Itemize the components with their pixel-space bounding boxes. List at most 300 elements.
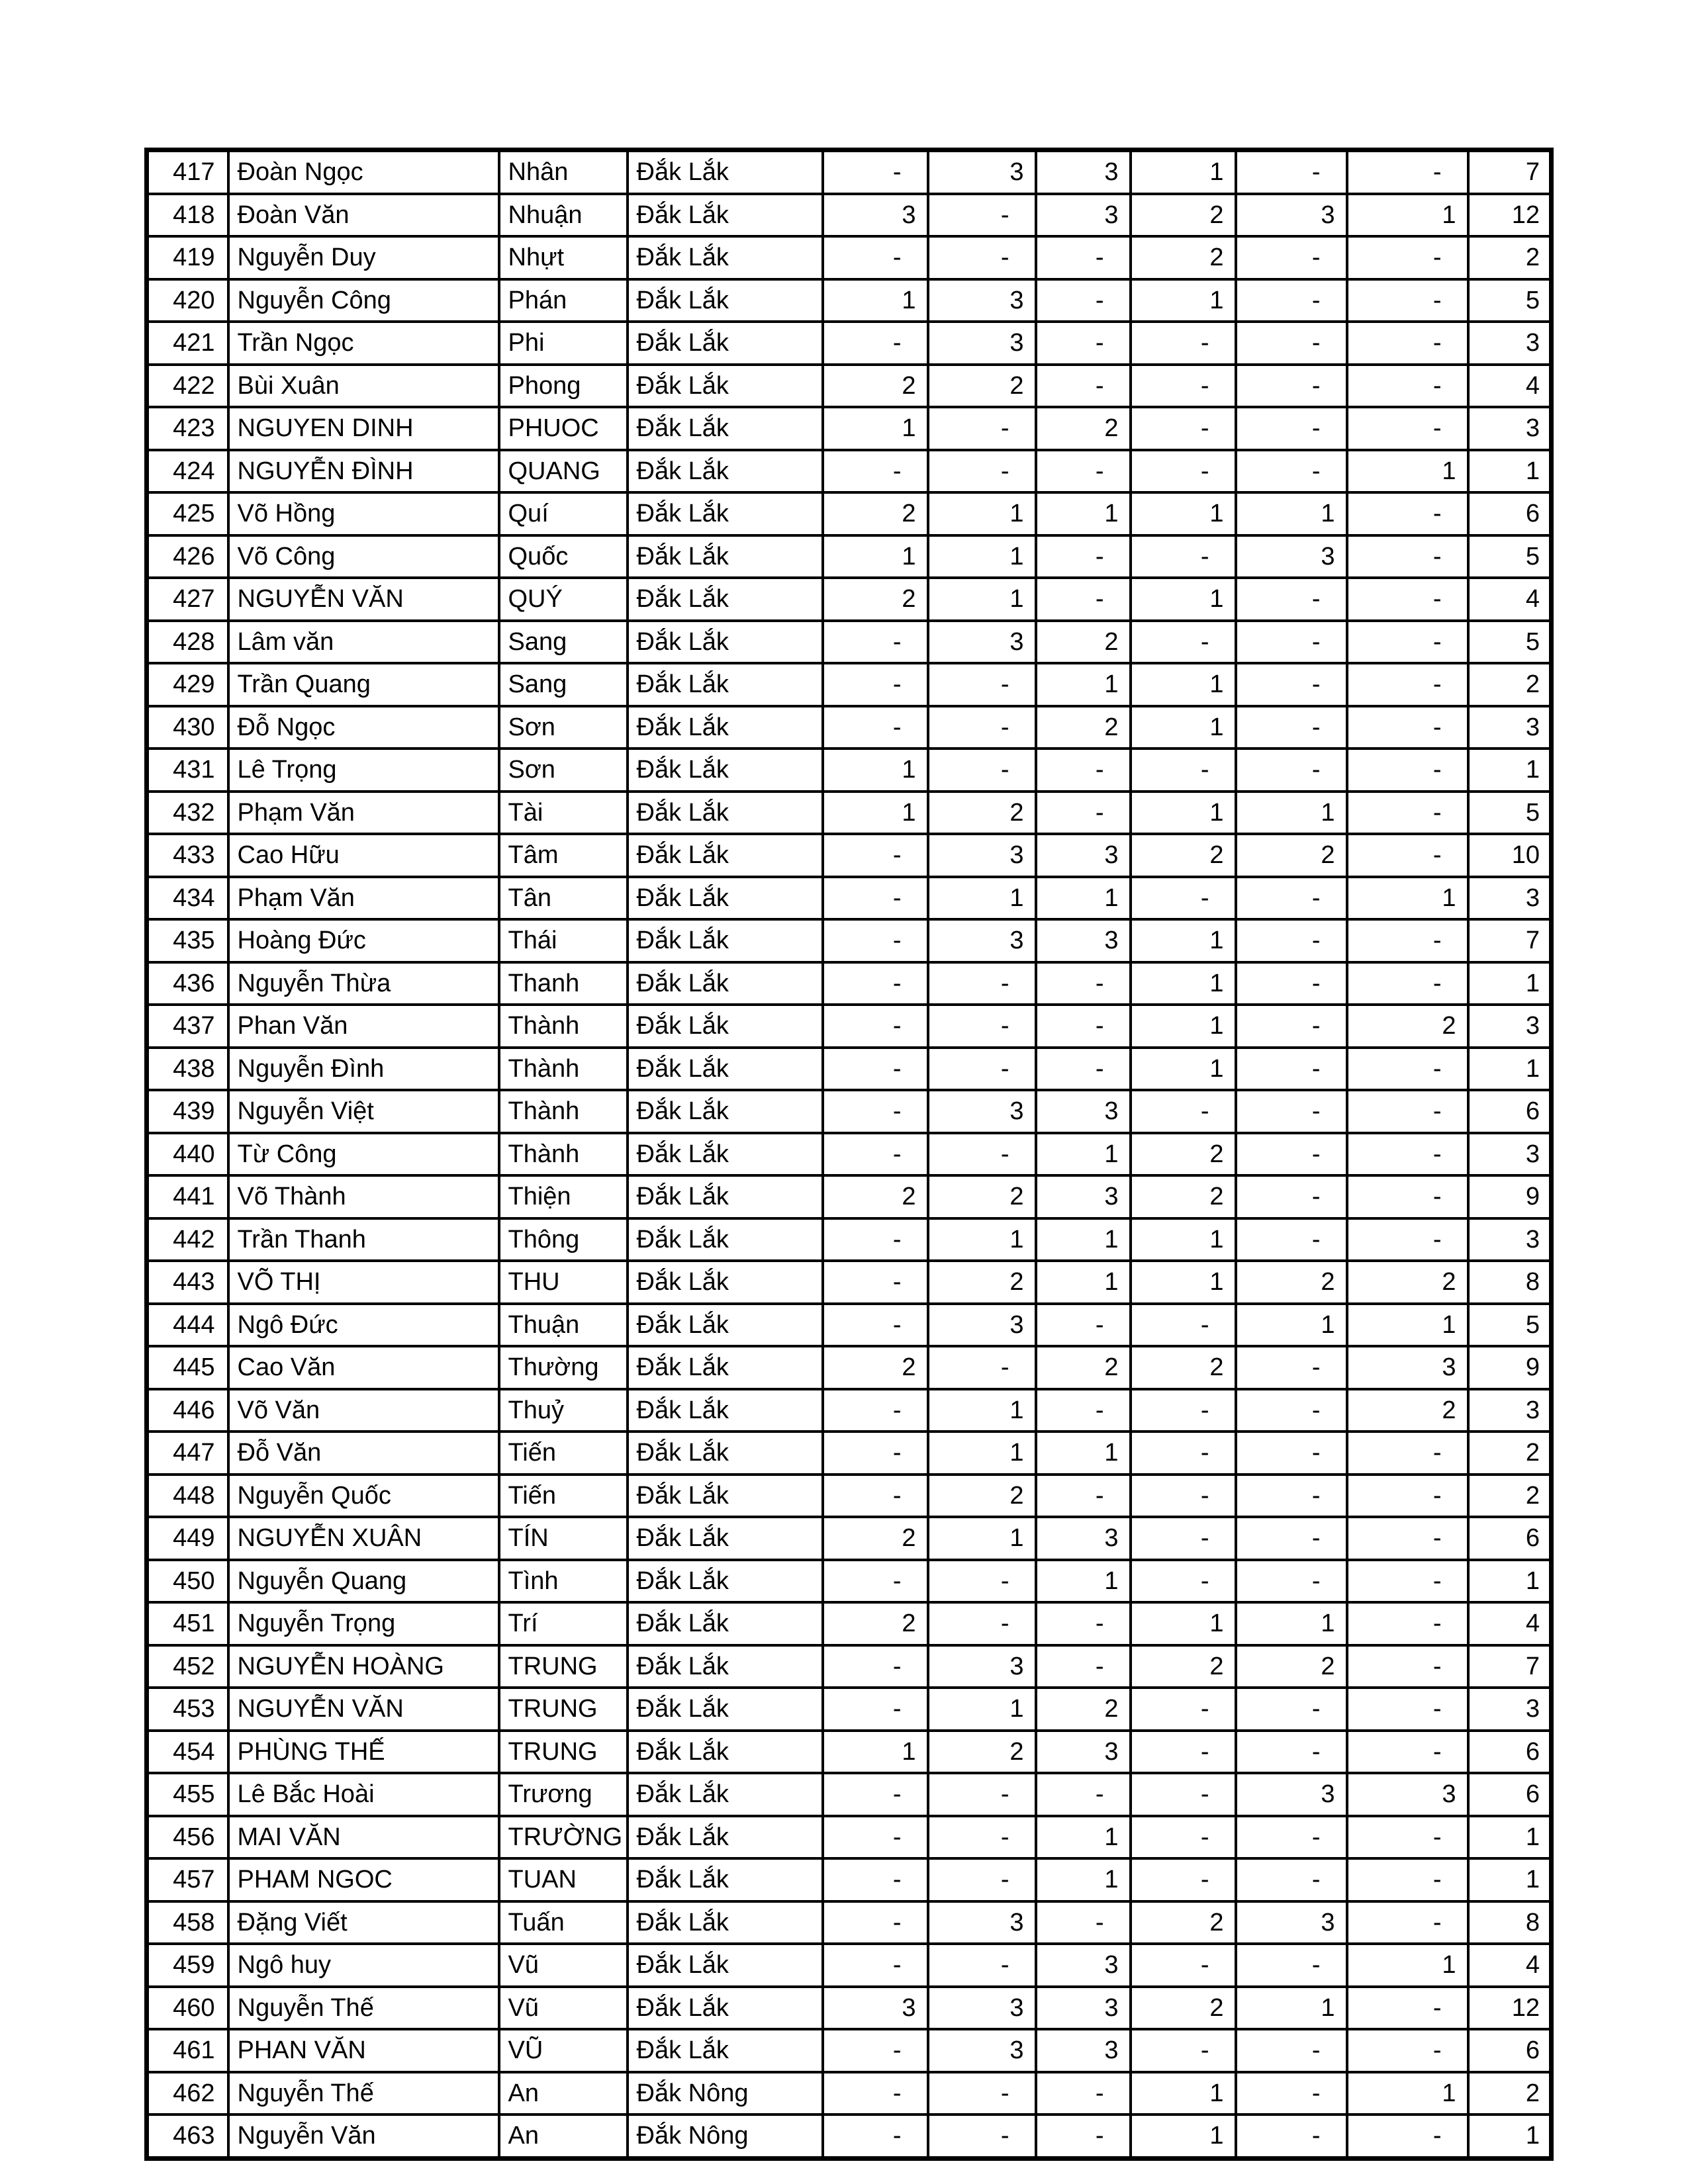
value-cell-2: - bbox=[928, 1816, 1036, 1859]
first-name-cell: Nguyễn Thế bbox=[228, 1987, 499, 2030]
value-cell-4: - bbox=[1131, 877, 1236, 920]
last-name-cell: Vũ bbox=[499, 1987, 628, 2030]
row-number-cell: 447 bbox=[147, 1432, 228, 1475]
total-cell: 6 bbox=[1468, 492, 1552, 535]
first-name-cell: Nguyễn Thừa bbox=[228, 962, 499, 1005]
value-cell-3: 3 bbox=[1036, 1090, 1131, 1133]
value-cell-3: - bbox=[1036, 1773, 1131, 1816]
value-cell-6: - bbox=[1347, 1560, 1468, 1603]
first-name-cell: Nguyễn Duy bbox=[228, 236, 499, 279]
value-cell-5: - bbox=[1236, 1389, 1347, 1432]
value-cell-1: - bbox=[823, 1901, 928, 1944]
table-row bbox=[147, 1858, 1552, 1901]
last-name-cell: Sang bbox=[499, 621, 628, 664]
first-name-cell: Nguyễn Trọng bbox=[228, 1602, 499, 1645]
value-cell-5: - bbox=[1236, 1218, 1347, 1261]
value-cell-2: 1 bbox=[928, 1688, 1036, 1731]
last-name-cell: Thái bbox=[499, 919, 628, 962]
value-cell-4: - bbox=[1131, 1517, 1236, 1560]
value-cell-6: - bbox=[1347, 1987, 1468, 2030]
value-cell-5: - bbox=[1236, 663, 1347, 706]
value-cell-1: - bbox=[823, 962, 928, 1005]
first-name-cell: Võ Văn bbox=[228, 1389, 499, 1432]
value-cell-3: - bbox=[1036, 365, 1131, 408]
value-cell-5: - bbox=[1236, 1090, 1347, 1133]
value-cell-2: 3 bbox=[928, 1901, 1036, 1944]
value-cell-1: - bbox=[823, 1560, 928, 1603]
value-cell-6: - bbox=[1347, 834, 1468, 877]
value-cell-1: - bbox=[823, 1773, 928, 1816]
value-cell-3: - bbox=[1036, 1048, 1131, 1091]
first-name-cell: PHAN VĂN bbox=[228, 2029, 499, 2072]
value-cell-5: - bbox=[1236, 1005, 1347, 1048]
value-cell-3: - bbox=[1036, 1005, 1131, 1048]
total-cell: 7 bbox=[1468, 150, 1552, 194]
value-cell-6: 1 bbox=[1347, 1304, 1468, 1347]
first-name-cell: Nguyễn Quốc bbox=[228, 1475, 499, 1518]
first-name-cell: Lâm văn bbox=[228, 621, 499, 664]
value-cell-4: 1 bbox=[1131, 706, 1236, 749]
value-cell-1: - bbox=[823, 1475, 928, 1518]
province-cell: Đắk Lắk bbox=[628, 877, 823, 920]
last-name-cell: TRƯỜNG bbox=[499, 1816, 628, 1859]
value-cell-3: - bbox=[1036, 236, 1131, 279]
province-cell: Đắk Lắk bbox=[628, 279, 823, 322]
value-cell-6: - bbox=[1347, 749, 1468, 792]
value-cell-2: 3 bbox=[928, 1090, 1036, 1133]
value-cell-5: - bbox=[1236, 749, 1347, 792]
value-cell-5: 3 bbox=[1236, 194, 1347, 237]
value-cell-4: 2 bbox=[1131, 1175, 1236, 1218]
row-number-cell: 438 bbox=[147, 1048, 228, 1091]
last-name-cell: Thuận bbox=[499, 1304, 628, 1347]
last-name-cell: Thành bbox=[499, 1090, 628, 1133]
total-cell: 3 bbox=[1468, 1688, 1552, 1731]
province-cell: Đắk Lắk bbox=[628, 578, 823, 621]
value-cell-4: 2 bbox=[1131, 1987, 1236, 2030]
value-cell-6: - bbox=[1347, 1602, 1468, 1645]
total-cell: 1 bbox=[1468, 450, 1552, 493]
value-cell-4: - bbox=[1131, 1944, 1236, 1987]
value-cell-5: - bbox=[1236, 1517, 1347, 1560]
last-name-cell: VŨ bbox=[499, 2029, 628, 2072]
value-cell-6: - bbox=[1347, 706, 1468, 749]
row-number-cell: 426 bbox=[147, 535, 228, 578]
value-cell-2: 3 bbox=[928, 1304, 1036, 1347]
value-cell-2: - bbox=[928, 1773, 1036, 1816]
value-cell-5: - bbox=[1236, 2029, 1347, 2072]
value-cell-4: - bbox=[1131, 407, 1236, 450]
value-cell-1: 3 bbox=[823, 1987, 928, 2030]
value-cell-1: 2 bbox=[823, 578, 928, 621]
first-name-cell: Phan Văn bbox=[228, 1005, 499, 1048]
table-row bbox=[147, 150, 1552, 194]
row-number-cell: 463 bbox=[147, 2115, 228, 2158]
table-row bbox=[147, 621, 1552, 664]
last-name-cell: Thành bbox=[499, 1005, 628, 1048]
value-cell-3: - bbox=[1036, 2115, 1131, 2158]
total-cell: 3 bbox=[1468, 407, 1552, 450]
value-cell-3: - bbox=[1036, 1389, 1131, 1432]
value-cell-2: - bbox=[928, 194, 1036, 237]
value-cell-6: - bbox=[1347, 1731, 1468, 1774]
last-name-cell: THU bbox=[499, 1261, 628, 1304]
row-number-cell: 450 bbox=[147, 1560, 228, 1603]
row-number-cell: 446 bbox=[147, 1389, 228, 1432]
table-row bbox=[147, 1261, 1552, 1304]
value-cell-6: - bbox=[1347, 279, 1468, 322]
last-name-cell: Trương bbox=[499, 1773, 628, 1816]
value-cell-1: - bbox=[823, 1688, 928, 1731]
value-cell-1: 2 bbox=[823, 365, 928, 408]
value-cell-5: - bbox=[1236, 919, 1347, 962]
value-cell-6: - bbox=[1347, 578, 1468, 621]
last-name-cell: Tiến bbox=[499, 1432, 628, 1475]
value-cell-5: 2 bbox=[1236, 834, 1347, 877]
row-number-cell: 443 bbox=[147, 1261, 228, 1304]
row-number-cell: 458 bbox=[147, 1901, 228, 1944]
value-cell-1: - bbox=[823, 919, 928, 962]
value-cell-5: - bbox=[1236, 1688, 1347, 1731]
table-row bbox=[147, 1048, 1552, 1091]
value-cell-5: - bbox=[1236, 1432, 1347, 1475]
value-cell-3: 1 bbox=[1036, 1858, 1131, 1901]
value-cell-3: 2 bbox=[1036, 621, 1131, 664]
table-row bbox=[147, 1645, 1552, 1688]
value-cell-4: - bbox=[1131, 1858, 1236, 1901]
value-cell-1: - bbox=[823, 150, 928, 194]
total-cell: 1 bbox=[1468, 962, 1552, 1005]
value-cell-3: - bbox=[1036, 535, 1131, 578]
total-cell: 6 bbox=[1468, 1731, 1552, 1774]
table-row bbox=[147, 1432, 1552, 1475]
first-name-cell: PHAM NGOC bbox=[228, 1858, 499, 1901]
row-number-cell: 451 bbox=[147, 1602, 228, 1645]
value-cell-2: - bbox=[928, 1944, 1036, 1987]
table-row bbox=[147, 1688, 1552, 1731]
province-cell: Đắk Lắk bbox=[628, 1645, 823, 1688]
last-name-cell: An bbox=[499, 2115, 628, 2158]
province-cell: Đắk Lắk bbox=[628, 1475, 823, 1518]
row-number-cell: 432 bbox=[147, 792, 228, 835]
province-cell: Đắk Lắk bbox=[628, 1133, 823, 1176]
first-name-cell: Đoàn Văn bbox=[228, 194, 499, 237]
value-cell-5: - bbox=[1236, 1731, 1347, 1774]
province-cell: Đắk Lắk bbox=[628, 150, 823, 194]
province-cell: Đắk Lắk bbox=[628, 1090, 823, 1133]
value-cell-4: - bbox=[1131, 1304, 1236, 1347]
value-cell-6: - bbox=[1347, 407, 1468, 450]
last-name-cell: Phán bbox=[499, 279, 628, 322]
province-cell: Đắk Lắk bbox=[628, 663, 823, 706]
total-cell: 10 bbox=[1468, 834, 1552, 877]
value-cell-1: - bbox=[823, 834, 928, 877]
first-name-cell: Từ Công bbox=[228, 1133, 499, 1176]
table-row bbox=[147, 1517, 1552, 1560]
value-cell-3: 3 bbox=[1036, 834, 1131, 877]
value-cell-5: 3 bbox=[1236, 1901, 1347, 1944]
table-row bbox=[147, 792, 1552, 835]
value-cell-3: 1 bbox=[1036, 877, 1131, 920]
value-cell-6: 2 bbox=[1347, 1005, 1468, 1048]
province-cell: Đắk Lắk bbox=[628, 962, 823, 1005]
value-cell-1: - bbox=[823, 2115, 928, 2158]
value-cell-3: - bbox=[1036, 279, 1131, 322]
value-cell-5: - bbox=[1236, 706, 1347, 749]
value-cell-3: 2 bbox=[1036, 407, 1131, 450]
value-cell-3: 3 bbox=[1036, 919, 1131, 962]
last-name-cell: An bbox=[499, 2072, 628, 2115]
province-cell: Đắk Lắk bbox=[628, 1346, 823, 1389]
first-name-cell: Đặng Viết bbox=[228, 1901, 499, 1944]
province-cell: Đắk Lắk bbox=[628, 1517, 823, 1560]
value-cell-5: 3 bbox=[1236, 1773, 1347, 1816]
table-row bbox=[147, 1773, 1552, 1816]
table-row bbox=[147, 834, 1552, 877]
province-cell: Đắk Lắk bbox=[628, 1602, 823, 1645]
value-cell-1: - bbox=[823, 322, 928, 365]
value-cell-2: - bbox=[928, 407, 1036, 450]
first-name-cell: NGUYỄN VĂN bbox=[228, 1688, 499, 1731]
last-name-cell: TRUNG bbox=[499, 1731, 628, 1774]
province-cell: Đắk Lắk bbox=[628, 1389, 823, 1432]
value-cell-6: - bbox=[1347, 1645, 1468, 1688]
value-cell-2: - bbox=[928, 962, 1036, 1005]
total-cell: 4 bbox=[1468, 578, 1552, 621]
row-number-cell: 455 bbox=[147, 1773, 228, 1816]
value-cell-3: 3 bbox=[1036, 150, 1131, 194]
value-cell-3: - bbox=[1036, 962, 1131, 1005]
value-cell-6: - bbox=[1347, 1218, 1468, 1261]
last-name-cell: Nhuận bbox=[499, 194, 628, 237]
province-cell: Đắk Lắk bbox=[628, 1901, 823, 1944]
province-cell: Đắk Lắk bbox=[628, 706, 823, 749]
province-cell: Đắk Lắk bbox=[628, 1432, 823, 1475]
value-cell-1: - bbox=[823, 1090, 928, 1133]
province-cell: Đắk Lắk bbox=[628, 407, 823, 450]
value-cell-4: - bbox=[1131, 365, 1236, 408]
value-cell-5: - bbox=[1236, 1858, 1347, 1901]
first-name-cell: NGUYỄN HOÀNG bbox=[228, 1645, 499, 1688]
value-cell-5: - bbox=[1236, 2115, 1347, 2158]
last-name-cell: Thông bbox=[499, 1218, 628, 1261]
row-number-cell: 441 bbox=[147, 1175, 228, 1218]
value-cell-5: - bbox=[1236, 236, 1347, 279]
last-name-cell: Thuỷ bbox=[499, 1389, 628, 1432]
value-cell-5: - bbox=[1236, 150, 1347, 194]
last-name-cell: Thanh bbox=[499, 962, 628, 1005]
total-cell: 3 bbox=[1468, 1389, 1552, 1432]
table-row bbox=[147, 1987, 1552, 2030]
value-cell-5: 1 bbox=[1236, 1602, 1347, 1645]
table-row bbox=[147, 2115, 1552, 2158]
value-cell-2: 3 bbox=[928, 150, 1036, 194]
row-number-cell: 454 bbox=[147, 1731, 228, 1774]
value-cell-1: 3 bbox=[823, 194, 928, 237]
value-cell-4: 1 bbox=[1131, 1218, 1236, 1261]
last-name-cell: Tài bbox=[499, 792, 628, 835]
value-cell-4: - bbox=[1131, 621, 1236, 664]
value-cell-3: - bbox=[1036, 1901, 1131, 1944]
value-cell-6: 1 bbox=[1347, 194, 1468, 237]
value-cell-2: 2 bbox=[928, 1475, 1036, 1518]
value-cell-4: 2 bbox=[1131, 236, 1236, 279]
value-cell-4: 1 bbox=[1131, 279, 1236, 322]
table-row bbox=[147, 194, 1552, 237]
province-cell: Đắk Lắk bbox=[628, 236, 823, 279]
value-cell-4: 2 bbox=[1131, 834, 1236, 877]
first-name-cell: Bùi Xuân bbox=[228, 365, 499, 408]
value-cell-1: 1 bbox=[823, 535, 928, 578]
value-cell-4: - bbox=[1131, 1389, 1236, 1432]
total-cell: 1 bbox=[1468, 1816, 1552, 1859]
value-cell-1: - bbox=[823, 1944, 928, 1987]
value-cell-4: - bbox=[1131, 1816, 1236, 1859]
province-cell: Đắk Lắk bbox=[628, 365, 823, 408]
value-cell-2: 3 bbox=[928, 322, 1036, 365]
row-number-cell: 418 bbox=[147, 194, 228, 237]
first-name-cell: NGUYỄN XUÂN bbox=[228, 1517, 499, 1560]
value-cell-4: - bbox=[1131, 322, 1236, 365]
table-row bbox=[147, 1816, 1552, 1859]
table-row bbox=[147, 1346, 1552, 1389]
last-name-cell: Tuấn bbox=[499, 1901, 628, 1944]
row-number-cell: 433 bbox=[147, 834, 228, 877]
value-cell-5: - bbox=[1236, 1560, 1347, 1603]
value-cell-1: - bbox=[823, 706, 928, 749]
row-number-cell: 425 bbox=[147, 492, 228, 535]
value-cell-6: - bbox=[1347, 322, 1468, 365]
row-number-cell: 440 bbox=[147, 1133, 228, 1176]
table-row bbox=[147, 2072, 1552, 2115]
first-name-cell: Phạm Văn bbox=[228, 877, 499, 920]
value-cell-6: - bbox=[1347, 792, 1468, 835]
first-name-cell: Ngô Đức bbox=[228, 1304, 499, 1347]
total-cell: 2 bbox=[1468, 1432, 1552, 1475]
value-cell-1: 1 bbox=[823, 792, 928, 835]
province-cell: Đắk Lắk bbox=[628, 1048, 823, 1091]
value-cell-2: - bbox=[928, 450, 1036, 493]
first-name-cell: Cao Hữu bbox=[228, 834, 499, 877]
value-cell-3: 3 bbox=[1036, 1175, 1131, 1218]
first-name-cell: Phạm Văn bbox=[228, 792, 499, 835]
value-cell-2: - bbox=[928, 749, 1036, 792]
value-cell-5: - bbox=[1236, 1175, 1347, 1218]
first-name-cell: Nguyễn Đình bbox=[228, 1048, 499, 1091]
province-cell: Đắk Lắk bbox=[628, 792, 823, 835]
value-cell-4: - bbox=[1131, 749, 1236, 792]
value-cell-4: - bbox=[1131, 1432, 1236, 1475]
value-cell-4: - bbox=[1131, 1688, 1236, 1731]
value-cell-4: - bbox=[1131, 2029, 1236, 2072]
total-cell: 2 bbox=[1468, 663, 1552, 706]
value-cell-5: - bbox=[1236, 322, 1347, 365]
table-row bbox=[147, 322, 1552, 365]
table-row bbox=[147, 236, 1552, 279]
last-name-cell: Quí bbox=[499, 492, 628, 535]
total-cell: 12 bbox=[1468, 194, 1552, 237]
total-cell: 3 bbox=[1468, 877, 1552, 920]
province-cell: Đắk Lắk bbox=[628, 194, 823, 237]
value-cell-6: - bbox=[1347, 621, 1468, 664]
value-cell-4: - bbox=[1131, 535, 1236, 578]
value-cell-1: - bbox=[823, 1218, 928, 1261]
table-row bbox=[147, 365, 1552, 408]
value-cell-3: - bbox=[1036, 322, 1131, 365]
value-cell-3: - bbox=[1036, 1475, 1131, 1518]
table-row bbox=[147, 578, 1552, 621]
value-cell-4: 2 bbox=[1131, 1133, 1236, 1176]
last-name-cell: Sang bbox=[499, 663, 628, 706]
total-cell: 8 bbox=[1468, 1901, 1552, 1944]
table-row bbox=[147, 1944, 1552, 1987]
total-cell: 6 bbox=[1468, 1773, 1552, 1816]
first-name-cell: NGUYEN DINH bbox=[228, 407, 499, 450]
value-cell-1: - bbox=[823, 1048, 928, 1091]
row-number-cell: 457 bbox=[147, 1858, 228, 1901]
value-cell-6: - bbox=[1347, 365, 1468, 408]
value-cell-3: 3 bbox=[1036, 1517, 1131, 1560]
value-cell-6: - bbox=[1347, 1133, 1468, 1176]
first-name-cell: Võ Hồng bbox=[228, 492, 499, 535]
total-cell: 1 bbox=[1468, 2115, 1552, 2158]
value-cell-6: - bbox=[1347, 1688, 1468, 1731]
table-row bbox=[147, 962, 1552, 1005]
value-cell-6: - bbox=[1347, 236, 1468, 279]
row-number-cell: 462 bbox=[147, 2072, 228, 2115]
first-name-cell: Hoàng Đức bbox=[228, 919, 499, 962]
value-cell-3: 1 bbox=[1036, 1261, 1131, 1304]
row-number-cell: 427 bbox=[147, 578, 228, 621]
first-name-cell: Nguyễn Thế bbox=[228, 2072, 499, 2115]
value-cell-4: 2 bbox=[1131, 194, 1236, 237]
value-cell-5: - bbox=[1236, 1133, 1347, 1176]
value-cell-5: - bbox=[1236, 1048, 1347, 1091]
province-cell: Đắk Lắk bbox=[628, 1944, 823, 1987]
total-cell: 5 bbox=[1468, 1304, 1552, 1347]
first-name-cell: Đoàn Ngọc bbox=[228, 150, 499, 194]
total-cell: 1 bbox=[1468, 1560, 1552, 1603]
table-row bbox=[147, 919, 1552, 962]
value-cell-5: - bbox=[1236, 962, 1347, 1005]
first-name-cell: MAI VĂN bbox=[228, 1816, 499, 1859]
row-number-cell: 420 bbox=[147, 279, 228, 322]
total-cell: 6 bbox=[1468, 1517, 1552, 1560]
last-name-cell: Tình bbox=[499, 1560, 628, 1603]
total-cell: 5 bbox=[1468, 279, 1552, 322]
total-cell: 3 bbox=[1468, 1218, 1552, 1261]
row-number-cell: 429 bbox=[147, 663, 228, 706]
value-cell-3: 1 bbox=[1036, 663, 1131, 706]
first-name-cell: Đỗ Văn bbox=[228, 1432, 499, 1475]
value-cell-6: - bbox=[1347, 1090, 1468, 1133]
row-number-cell: 460 bbox=[147, 1987, 228, 2030]
value-cell-4: 1 bbox=[1131, 1005, 1236, 1048]
value-cell-1: - bbox=[823, 1304, 928, 1347]
total-cell: 1 bbox=[1468, 1048, 1552, 1091]
first-name-cell: Nguyễn Văn bbox=[228, 2115, 499, 2158]
table-row bbox=[147, 1901, 1552, 1944]
value-cell-2: - bbox=[928, 1133, 1036, 1176]
total-cell: 4 bbox=[1468, 1944, 1552, 1987]
value-cell-4: - bbox=[1131, 1731, 1236, 1774]
total-cell: 2 bbox=[1468, 1475, 1552, 1518]
value-cell-1: 1 bbox=[823, 749, 928, 792]
province-cell: Đắk Lắk bbox=[628, 834, 823, 877]
value-cell-4: 1 bbox=[1131, 663, 1236, 706]
province-cell: Đắk Lắk bbox=[628, 1773, 823, 1816]
total-cell: 7 bbox=[1468, 919, 1552, 962]
